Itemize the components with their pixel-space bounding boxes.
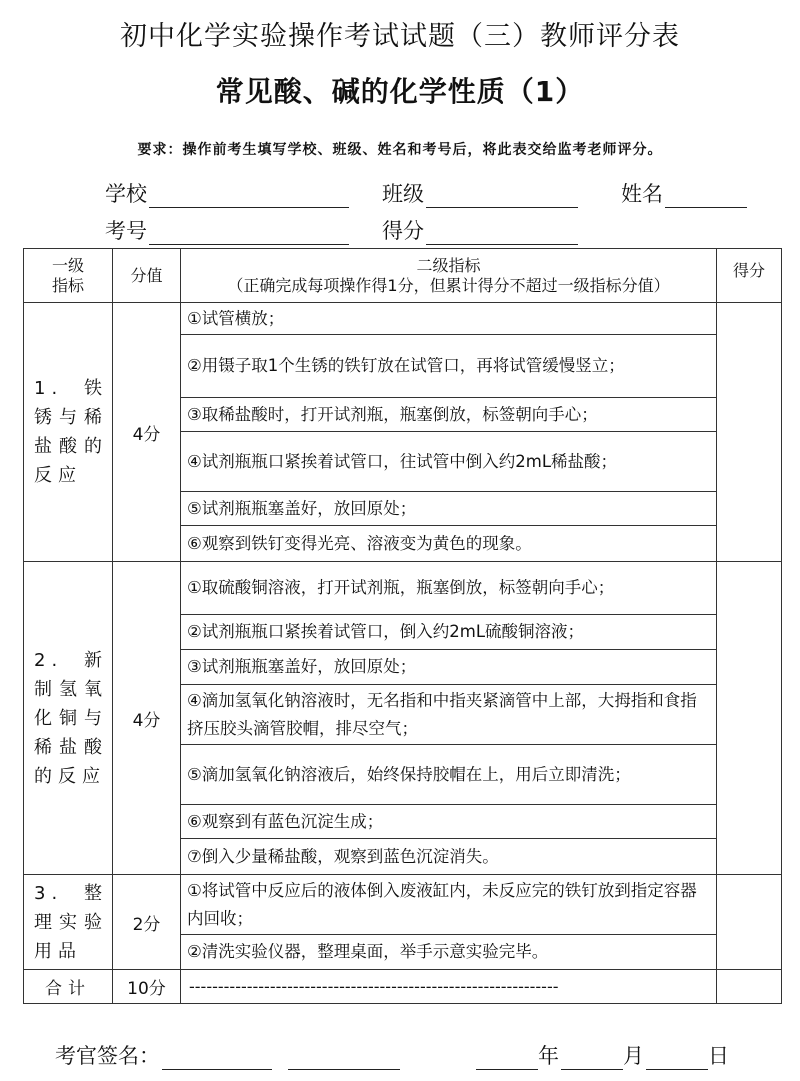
page-subtitle: 常见酸、碱的化学性质（1） <box>215 75 585 108</box>
signature-area <box>55 1040 729 1070</box>
section-2-item: ⑥观察到有蓝色沉淀生成； <box>181 805 717 839</box>
section-3-item: ②清洗实验仪器，整理桌面，举手示意实验完毕。 <box>181 935 717 970</box>
exam-no-label: 考号 <box>105 219 147 243</box>
signature-blank-1[interactable] <box>162 1047 272 1070</box>
section-2-item: ③试剂瓶瓶塞盖好，放回原处； <box>181 650 717 685</box>
section-1-item: ③取稀盐酸时，打开试剂瓶，瓶塞倒放，标签朝向手心； <box>181 398 717 432</box>
day-label: 日 <box>708 1044 729 1068</box>
section-1-item: ⑥观察到铁钉变得光亮、溶液变为黄色的现象。 <box>181 526 717 562</box>
class-field[interactable] <box>382 178 578 208</box>
day-blank[interactable] <box>646 1047 708 1070</box>
section-2-item: ④滴加氢氧化钠溶液时，无名指和中指夹紧滴管中上部，大拇指和食指挤压胶头滴管胶帽，排尽空气； <box>181 685 717 745</box>
name-field[interactable] <box>621 178 747 208</box>
total-label: 合计 <box>24 970 113 1004</box>
section-2-item: ⑤滴加氢氧化钠溶液后，始终保持胶帽在上，用后立即清洗； <box>181 745 717 805</box>
level2-header-title: 二级指标 <box>416 255 481 275</box>
total-row <box>24 970 782 1004</box>
section-1-score-cell[interactable] <box>717 303 782 562</box>
total-points: 10分 <box>113 970 181 1004</box>
total-score-cell[interactable] <box>717 970 782 1004</box>
level1-header-text: 一级 指标 <box>51 255 84 295</box>
level2-header-note: （正确完成每项操作得1分，但累计得分不超过一级指标分值） <box>227 275 670 295</box>
class-label: 班级 <box>382 182 424 206</box>
school-field[interactable] <box>105 178 349 208</box>
year-label: 年 <box>538 1044 559 1068</box>
total-dashes: ---------------------------------------------------------------- <box>181 970 717 1004</box>
section-3-points: 2分 <box>113 875 181 970</box>
signature-label: 考官签名： <box>55 1044 160 1068</box>
section-2-name: 2.新制氢氧化铜与稀盐酸的反应 <box>24 562 113 875</box>
section-1-name: 1.铁锈与稀盐酸的反应 <box>24 303 113 562</box>
section-2-item: ①取硫酸铜溶液，打开试剂瓶，瓶塞倒放，标签朝向手心； <box>181 562 717 615</box>
score-blank[interactable] <box>426 222 578 245</box>
section-3-item: ①将试管中反应后的液体倒入废液缸内，未反应完的铁钉放到指定容器内回收； <box>181 875 717 935</box>
section-1-points: 4分 <box>113 303 181 562</box>
year-blank[interactable] <box>476 1047 538 1070</box>
name-blank[interactable] <box>665 185 747 208</box>
score-field[interactable] <box>382 215 578 245</box>
school-blank[interactable] <box>149 185 349 208</box>
exam-no-field[interactable] <box>105 215 349 245</box>
scoring-table <box>23 248 782 1004</box>
section-1-item: ④试剂瓶瓶口紧挨着试管口，往试管中倒入约2mL稀盐酸； <box>181 432 717 492</box>
level2-header <box>181 249 717 303</box>
section-1-item: ①试管横放； <box>181 303 717 335</box>
exam-no-blank[interactable] <box>149 222 349 245</box>
section-3-score-cell[interactable] <box>717 875 782 970</box>
section-1-item: ②用镊子取1个生锈的铁钉放在试管口，再将试管缓慢竖立； <box>181 335 717 398</box>
school-label: 学校 <box>105 182 147 206</box>
month-blank[interactable] <box>561 1047 623 1070</box>
section-2-points: 4分 <box>113 562 181 875</box>
class-blank[interactable] <box>426 185 578 208</box>
month-label: 月 <box>623 1044 644 1068</box>
section-2-item: ⑦倒入少量稀盐酸，观察到蓝色沉淀消失。 <box>181 839 717 875</box>
section-2-item: ②试剂瓶瓶口紧挨着试管口，倒入约2mL硫酸铜溶液； <box>181 615 717 650</box>
signature-blank-2[interactable] <box>288 1047 400 1070</box>
score-header: 得分 <box>717 249 782 303</box>
table-row <box>24 562 782 615</box>
header-row <box>24 249 782 303</box>
score-label: 得分 <box>382 219 424 243</box>
page-title: 初中化学实验操作考试试题（三）教师评分表 <box>120 21 680 52</box>
section-2-score-cell[interactable] <box>717 562 782 875</box>
section-1-item: ⑤试剂瓶瓶塞盖好，放回原处； <box>181 492 717 526</box>
table-row <box>24 875 782 935</box>
points-header: 分值 <box>113 249 181 303</box>
requirement-note: 要求：操作前考生填写学校、班级、姓名和考号后，将此表交给监考老师评分。 <box>137 142 663 158</box>
name-label: 姓名 <box>621 182 663 206</box>
table-row <box>24 303 782 335</box>
section-3-name: 3.整理实验用品 <box>24 875 113 970</box>
level1-header <box>24 249 113 303</box>
